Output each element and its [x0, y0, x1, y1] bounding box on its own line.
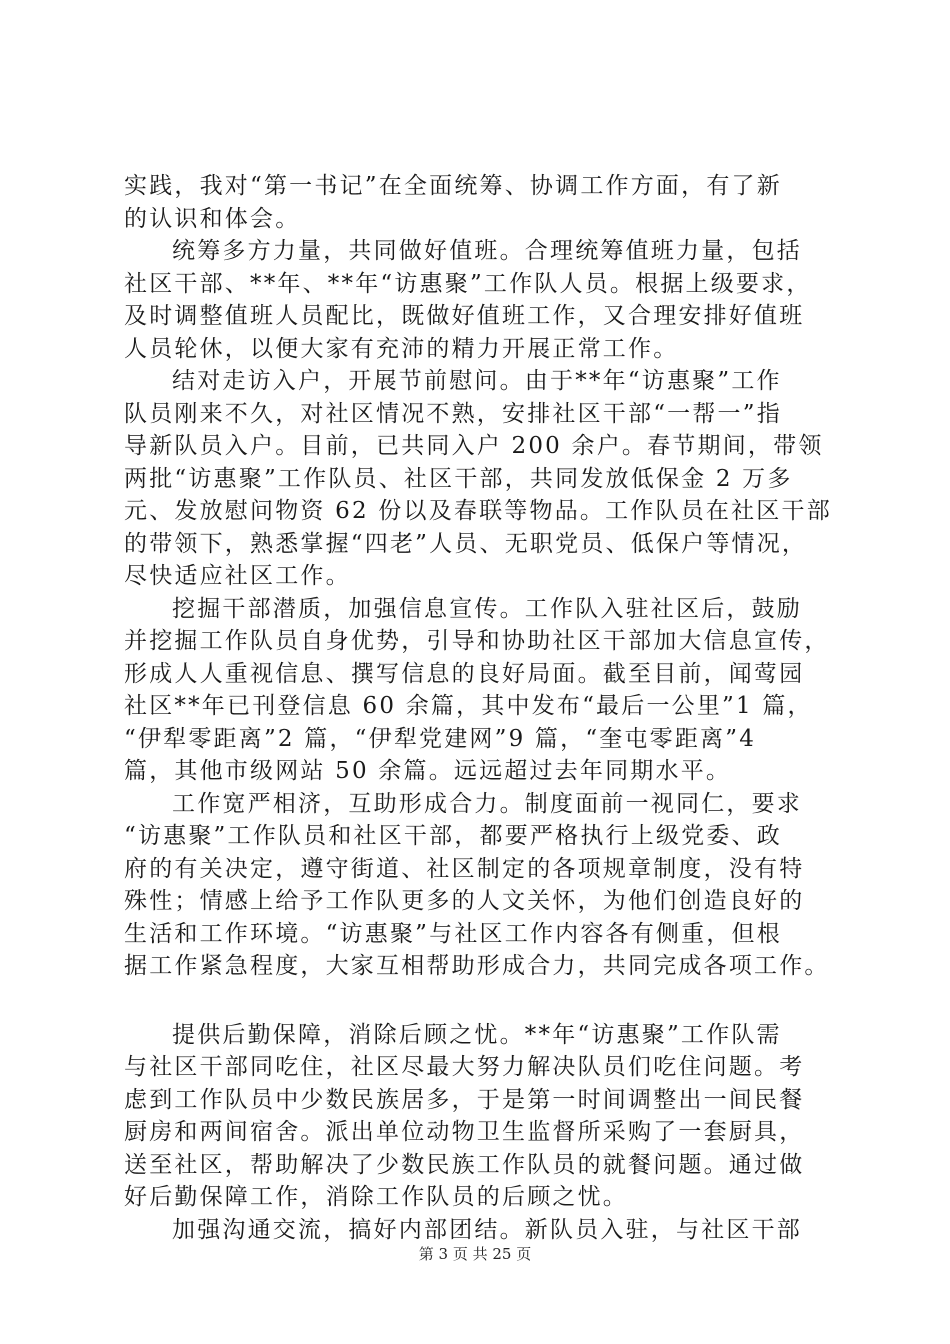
text-line: 及时调整值班人员配比，既做好值班工作，又合理安排好值班	[124, 303, 805, 329]
text-line: 社区干部、**年、**年“访惠聚”工作队人员。根据上级要求，	[124, 270, 812, 297]
text-line: “伊犁零距离”2 篇，“伊犁党建网”9 篇，“奎屯零距离”4	[124, 725, 757, 752]
paragraph-gap	[124, 983, 854, 1019]
text-line: 实践，我对“第一书记”在全面统筹、协调工作方面，有了新	[124, 173, 782, 199]
text-line: 尽快适应社区工作。	[124, 563, 351, 589]
text-line: 送至社区，帮助解决了少数民族工作队员的就餐问题。通过做	[124, 1151, 805, 1178]
paragraph-start-line: 加强沟通交流，搞好内部团结。新队员入驻，与社区干部	[172, 1216, 802, 1243]
document-body	[124, 170, 854, 1246]
text-line: 形成人人重视信息、撰写信息的良好局面。截至目前，闻莺园	[124, 660, 805, 687]
text-line: 导新队员入户。目前，已共同入户 200 余户。春节期间，带领	[124, 433, 824, 459]
text-line: 好后勤保障工作，消除工作队员的后顾之忧。	[124, 1184, 628, 1210]
text-line: 殊性；情感上给予工作队更多的人文关怀，为他们创造良好的	[124, 888, 805, 914]
page-footer: 第 3 页 共 25 页	[418, 1245, 532, 1263]
paragraph-start-line: 统筹多方力量，共同做好值班。合理统筹值班力量，包括	[172, 238, 802, 264]
text-line: 队员刚来不久，对社区情况不熟，安排社区干部“一帮一”指	[124, 400, 782, 427]
text-line: 社区**年已刊登信息 60 余篇，其中发布“最后一公里”1 篇，	[124, 693, 813, 719]
text-line: 两批“访惠聚”工作队员、社区干部，共同发放低保金 2 万多	[124, 465, 793, 492]
paragraph-start-line: 提供后勤保障，消除后顾之忧。**年“访惠聚”工作队需	[172, 1021, 782, 1048]
text-line: 篇，其他市级网站 50 余篇。远远超过去年同期水平。	[124, 758, 732, 784]
text-line: 生活和工作环境。“访惠聚”与社区工作内容各有侧重，但根	[124, 920, 782, 947]
text-line: 元、发放慰问物资 62 份以及春联等物品。工作队员在社区干部	[124, 498, 832, 524]
text-line: 的带领下，熟悉掌握“四老”人员、无职党员、低保户等情况，	[124, 530, 808, 557]
text-line: 虑到工作队员中少数民族居多，于是第一时间调整出一间民餐	[124, 1086, 805, 1113]
text-line: 与社区干部同吃住，社区尽最大努力解决队员们吃住问题。考	[124, 1054, 805, 1080]
text-line: “访惠聚”工作队员和社区干部，都要严格执行上级党委、政	[124, 823, 782, 849]
text-line: 的认识和体会。	[124, 205, 301, 232]
text-line: 并挖掘工作队员自身优势，引导和协助社区干部加大信息宣传，	[124, 628, 830, 654]
text-line: 据工作紧急程度，大家互相帮助形成合力，共同完成各项工作。	[124, 953, 830, 979]
text-line: 人员轮休，以便大家有充沛的精力开展正常工作。	[124, 335, 679, 362]
text-line: 厨房和两间宿舍。派出单位动物卫生监督所采购了一套厨具，	[124, 1119, 805, 1145]
paragraph-start-line: 工作宽严相济，互助形成合力。制度面前一视同仁，要求	[172, 790, 802, 817]
text-line: 府的有关决定，遵守街道、社区制定的各项规章制度，没有特	[124, 855, 805, 882]
paragraph-start-line: 挖掘干部潜质，加强信息宣传。工作队入驻社区后，鼓励	[172, 595, 802, 622]
paragraph-start-line: 结对走访入户，开展节前慰问。由于**年“访惠聚”工作	[172, 368, 782, 394]
